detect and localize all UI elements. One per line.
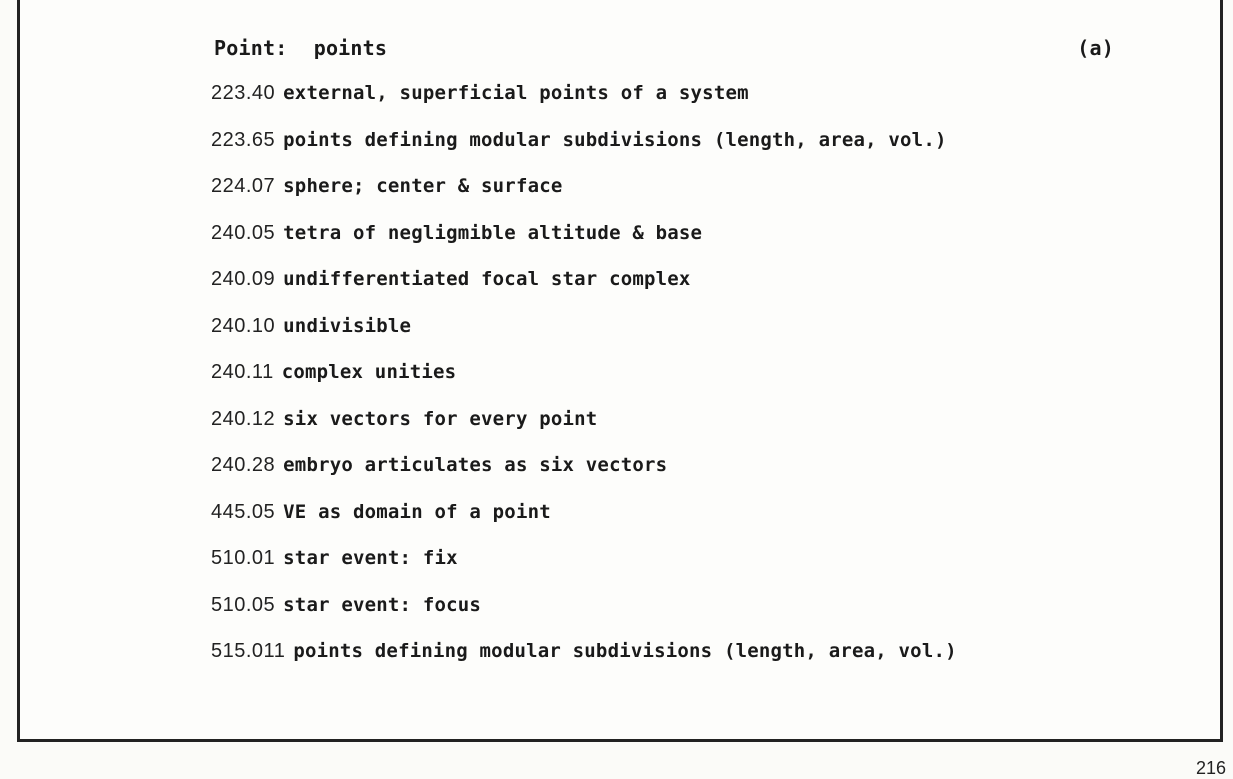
entry-text: external, superficial points of a system	[283, 82, 749, 104]
entry-text: VE as domain of a point	[283, 500, 551, 523]
list-item	[211, 501, 1161, 548]
entry-number: 510.05	[211, 593, 276, 616]
entry-number: 445.05	[211, 500, 276, 523]
entry-number: 240.11	[211, 361, 274, 383]
card-marker: (a)	[1077, 36, 1114, 60]
entry-number: 223.40	[211, 82, 276, 104]
card-header	[214, 36, 1114, 60]
entry-text: embryo articulates as six vectors	[283, 454, 668, 476]
entry-text: undifferentiated focal star complex	[283, 268, 691, 290]
list-item	[211, 361, 1161, 408]
list-item	[211, 454, 1161, 501]
entry-number: 223.65	[211, 128, 276, 151]
entry-number: 240.05	[211, 221, 276, 244]
entry-list	[211, 82, 1161, 687]
entry-text: star event: focus	[283, 593, 482, 616]
page-number: 216	[1196, 758, 1227, 778]
entry-number: 515.011	[211, 640, 286, 662]
entry-text: star event: fix	[283, 547, 458, 569]
entry-number: 240.09	[211, 268, 276, 290]
list-item	[211, 547, 1161, 594]
entry-number: 240.12	[211, 407, 276, 430]
entry-text: points defining modular subdivisions (length, area, vol.)	[283, 128, 947, 151]
list-item	[211, 594, 1161, 641]
entry-text: six vectors for every point	[283, 407, 598, 430]
list-item	[211, 175, 1161, 222]
entry-text: undivisible	[283, 314, 412, 337]
list-item	[211, 408, 1161, 455]
entry-text: points defining modular subdivisions (length, area, vol.)	[293, 640, 957, 662]
entry-text: tetra of negligmible altitude & base	[283, 221, 703, 244]
header-label: Point:	[214, 36, 288, 60]
entry-text: sphere; center & surface	[283, 175, 563, 197]
entry-number: 224.07	[211, 175, 276, 197]
list-item	[211, 82, 1161, 129]
list-item	[211, 268, 1161, 315]
entry-number: 240.10	[211, 314, 276, 337]
header-topic: points	[313, 36, 388, 60]
list-item	[211, 222, 1161, 269]
list-item	[211, 640, 1161, 687]
list-item	[211, 129, 1161, 176]
list-item	[211, 315, 1161, 362]
entry-number: 240.28	[211, 454, 276, 476]
entry-text: complex unities	[281, 361, 457, 383]
entry-number: 510.01	[211, 547, 276, 569]
